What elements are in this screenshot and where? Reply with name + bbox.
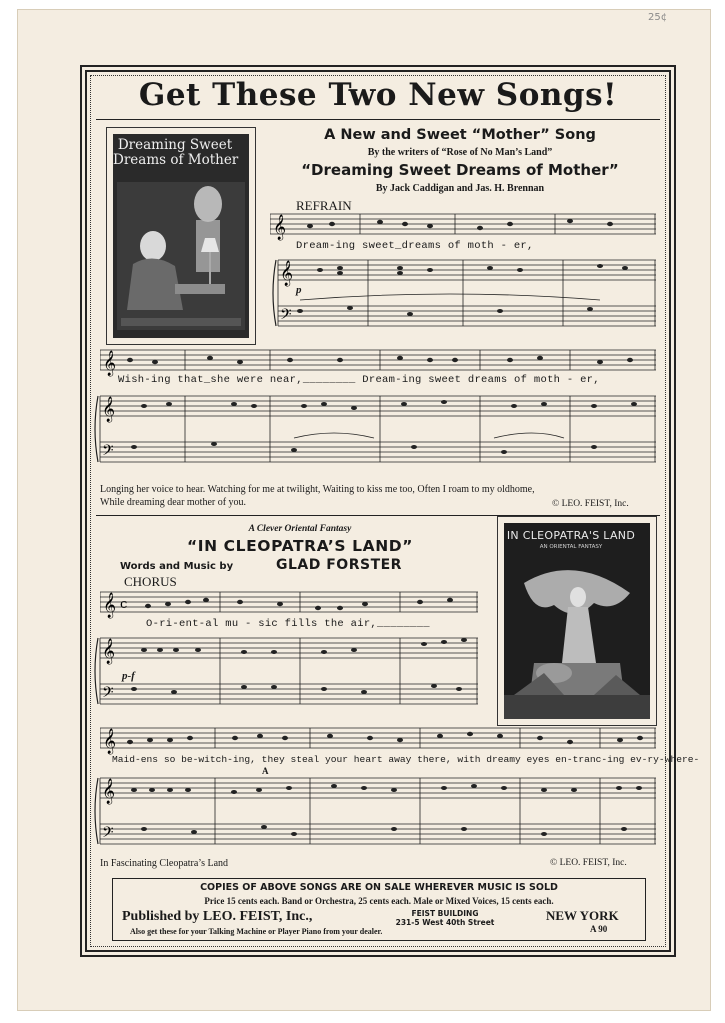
- song1-lyrics-1: Dream-ing sweet_dreams of moth - er,: [296, 240, 534, 252]
- svg-text:𝄞: 𝄞: [103, 351, 117, 376]
- svg-text:𝄢: 𝄢: [280, 306, 292, 327]
- mother-cover-title-1: Dreaming Sweet: [117, 137, 233, 153]
- cleopatra-cover-subtitle: AN ORIENTAL FANTASY: [539, 544, 603, 550]
- cleopatra-cover-image: [498, 517, 656, 725]
- song2-lyrics-1: O-ri-ent-al mu - sic fills the air,________: [146, 618, 430, 630]
- svg-text:𝄞: 𝄞: [102, 639, 116, 664]
- song1-writers: By the writers of “Rose of No Man’s Land”: [367, 147, 553, 158]
- song2-voice-staff-2: [100, 724, 656, 756]
- svg-text:𝄞: 𝄞: [102, 779, 116, 804]
- page-headline: Get These Two New Songs!: [138, 77, 618, 113]
- song1-copyright: [552, 499, 629, 509]
- footer-notice: COPIES OF ABOVE SONGS ARE ON SALE WHEREVER MUSIC IS SOLD: [200, 882, 558, 893]
- song2-kicker: A Clever Oriental Fantasy: [248, 524, 352, 534]
- song2-piano-staff-2: [94, 774, 656, 854]
- svg-text:𝄞: 𝄞: [102, 397, 116, 422]
- song2-piano-staff-1: [94, 634, 478, 712]
- song2-voice-staff-1: [100, 588, 478, 620]
- footer-city: NEW YORK: [546, 908, 619, 923]
- song1-kicker: A New and Sweet “Mother” Song: [324, 127, 596, 143]
- song1-voice-staff-1: [270, 210, 656, 242]
- section-divider: [96, 515, 660, 516]
- song2-copyright: [550, 858, 627, 868]
- copyright-icon: ©: [550, 858, 558, 868]
- song1-copyright-text: LEO. FEIST, Inc.: [561, 499, 629, 509]
- song1-continuation-2: While dreaming dear mother of you.: [100, 497, 247, 508]
- song2-lyrics-2: Maid-ens so be-witch-ing, they steal your heart away there, with dreamy eyes en-tranc-ing ev-ry-where-: [112, 754, 700, 765]
- song2-accent: A: [262, 766, 269, 776]
- song2-chorus-label: CHORUS: [124, 574, 177, 589]
- song1-continuation: Longing her voice to hear. Watching for me at twilight, Waiting to kiss me too, Often I roam to my oldhome,: [100, 484, 535, 495]
- copyright-icon: ©: [552, 499, 560, 509]
- footer-building: FEIST BUILDING: [411, 909, 479, 918]
- svg-text:𝄞: 𝄞: [273, 215, 287, 240]
- mother-cover-title-2: Dreams of Mother: [113, 152, 239, 168]
- song1-title: “Dreaming Sweet Dreams of Mother”: [301, 161, 619, 179]
- footer-publisher: Published by LEO. FEIST, Inc.,: [122, 909, 313, 924]
- song2-continuation: In Fascinating Cleopatra’s Land: [100, 858, 229, 869]
- svg-text:𝄢: 𝄢: [102, 824, 114, 845]
- song1-piano-staff-2: [94, 392, 656, 472]
- song2-composer: GLAD FORSTER: [276, 557, 402, 573]
- footer-code: A 90: [590, 924, 608, 934]
- svg-text:𝄢: 𝄢: [102, 442, 114, 463]
- footer-address: 231-5 West 40th Street: [395, 918, 495, 927]
- mother-cover-image: [107, 128, 255, 344]
- song2-byline: Words and Music by: [120, 561, 234, 572]
- footer-also: Also get these for your Talking Machine or Player Piano from your dealer.: [130, 927, 383, 936]
- headline-rule: [96, 119, 660, 120]
- song1-refrain-label: REFRAIN: [296, 198, 352, 213]
- song1-authors: By Jack Caddigan and Jas. H. Brennan: [375, 183, 545, 194]
- svg-text:𝄞: 𝄞: [103, 729, 117, 754]
- song2-title: “IN CLEOPATRA’S LAND”: [186, 537, 414, 555]
- svg-text:𝄞: 𝄞: [280, 261, 294, 286]
- song1-dynamic: p: [296, 284, 302, 296]
- svg-text:c: c: [120, 597, 128, 612]
- song2-copyright-text: LEO. FEIST, Inc.: [559, 858, 627, 868]
- cleopatra-cover-title: IN CLEOPATRA'S LAND: [506, 529, 636, 542]
- song2-dynamic: p-f: [122, 670, 135, 682]
- footer-prices: Price 15 cents each. Band or Orchestra, 25 cents each. Male or Mixed Voices, 15 cents each.: [204, 896, 554, 906]
- song1-lyrics-2: Wish-ing that_she were near,________ Dream-ing sweet dreams of moth - er,: [118, 374, 600, 386]
- svg-text:𝄞: 𝄞: [103, 593, 117, 618]
- song1-piano-staff-1: [270, 256, 656, 334]
- svg-text:𝄢: 𝄢: [102, 684, 114, 705]
- pencil-price-mark: 25¢: [648, 12, 668, 23]
